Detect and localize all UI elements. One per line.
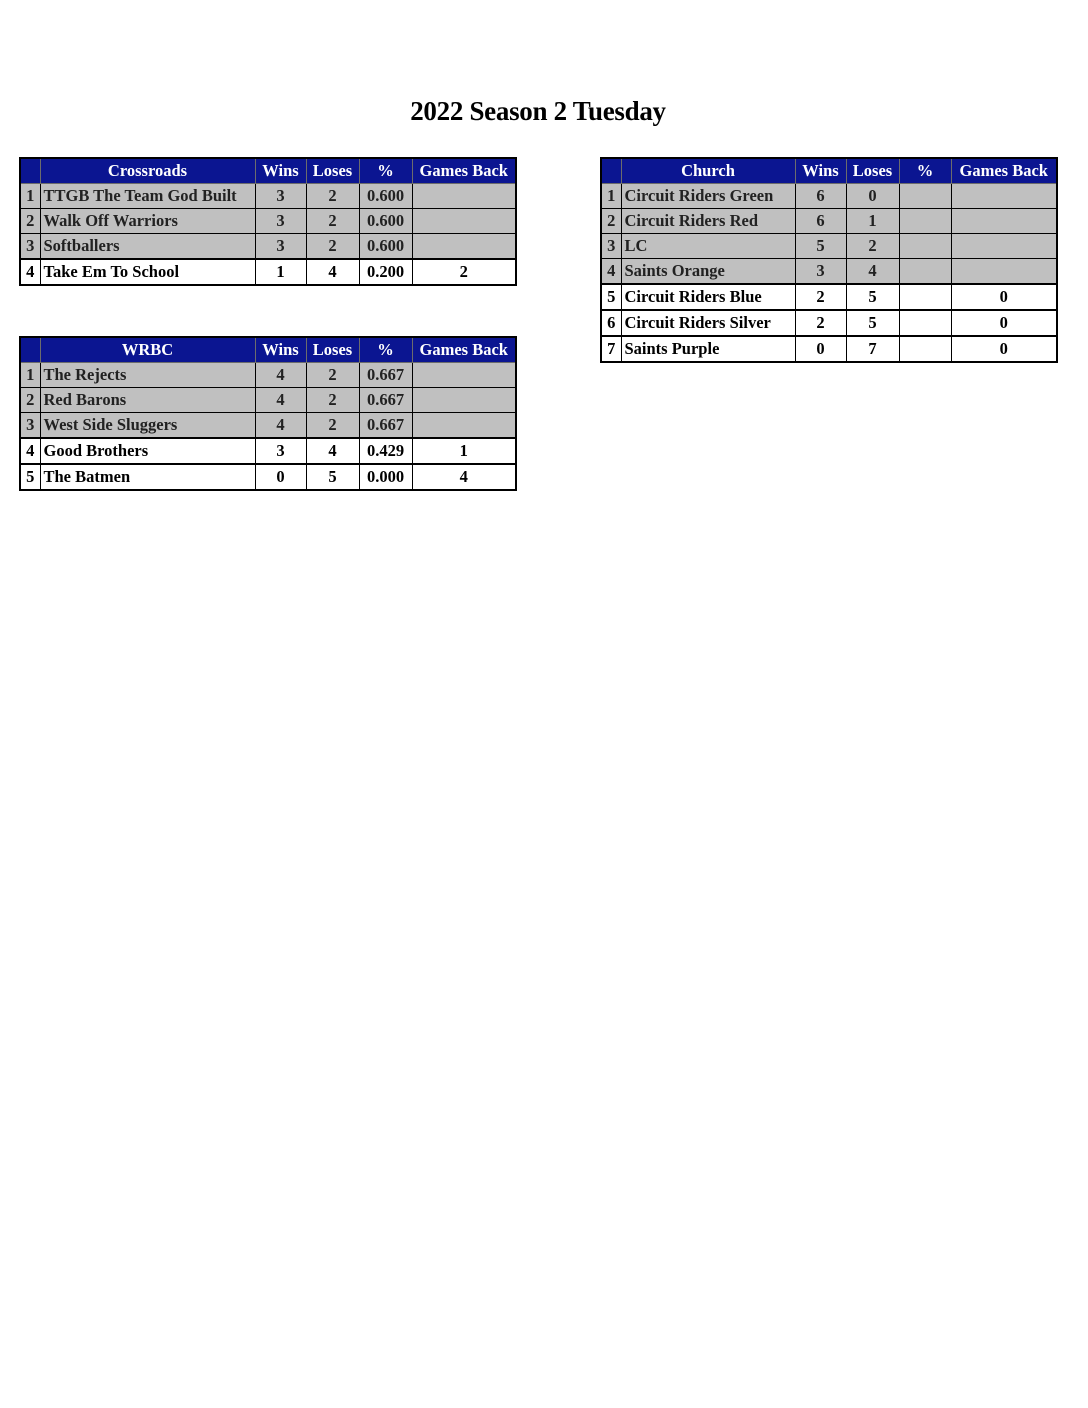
games-back-header: Games Back <box>412 337 516 363</box>
games-back-cell: 0 <box>951 336 1057 362</box>
games-back-cell: 0 <box>951 310 1057 336</box>
rank-cell: 4 <box>601 259 621 285</box>
games-back-cell <box>412 413 516 439</box>
page-title: 2022 Season 2 Tuesday <box>410 96 666 126</box>
team-name-cell: Circuit Riders Blue <box>621 284 795 310</box>
loses-cell: 2 <box>306 184 359 209</box>
games-back-header: Games Back <box>412 158 516 184</box>
table-row <box>601 284 1057 310</box>
rank-cell: 3 <box>601 234 621 259</box>
loses-cell: 2 <box>306 234 359 260</box>
division-name-header: Church <box>621 158 795 184</box>
wins-header: Wins <box>795 158 846 184</box>
loses-cell: 1 <box>846 209 899 234</box>
wins-header: Wins <box>255 337 306 363</box>
pct-cell: 0.667 <box>359 363 412 388</box>
rank-cell: 5 <box>20 464 40 490</box>
team-name-cell: TTGB The Team God Built <box>40 184 255 209</box>
wins-cell: 0 <box>795 336 846 362</box>
loses-cell: 2 <box>306 209 359 234</box>
games-back-cell <box>412 209 516 234</box>
rank-header <box>601 158 621 184</box>
games-back-cell: 0 <box>951 284 1057 310</box>
loses-cell: 2 <box>846 234 899 259</box>
pct-cell: 0.600 <box>359 234 412 260</box>
table-row <box>20 209 516 234</box>
team-name-cell: West Side Sluggers <box>40 413 255 439</box>
wins-cell: 2 <box>795 284 846 310</box>
table-row <box>601 209 1057 234</box>
pct-header: % <box>359 337 412 363</box>
pct-cell <box>899 336 951 362</box>
wins-cell: 2 <box>795 310 846 336</box>
games-back-cell <box>412 184 516 209</box>
wins-cell: 3 <box>795 259 846 285</box>
rank-cell: 2 <box>20 209 40 234</box>
table-row <box>20 464 516 490</box>
team-name-cell: Red Barons <box>40 388 255 413</box>
loses-header: Loses <box>846 158 899 184</box>
loses-cell: 2 <box>306 413 359 439</box>
table-row <box>601 234 1057 259</box>
team-name-cell: The Batmen <box>40 464 255 490</box>
pct-cell: 0.600 <box>359 209 412 234</box>
rank-cell: 1 <box>20 363 40 388</box>
loses-cell: 5 <box>846 284 899 310</box>
rank-cell: 4 <box>20 259 40 285</box>
rank-cell: 2 <box>601 209 621 234</box>
team-name-cell: Walk Off Warriors <box>40 209 255 234</box>
loses-header: Loses <box>306 337 359 363</box>
wins-cell: 5 <box>795 234 846 259</box>
table-row <box>601 336 1057 362</box>
pct-cell: 0.667 <box>359 413 412 439</box>
rank-header <box>20 337 40 363</box>
pct-header: % <box>899 158 951 184</box>
games-back-header: Games Back <box>951 158 1057 184</box>
rank-cell: 3 <box>20 413 40 439</box>
games-back-cell <box>412 363 516 388</box>
wins-cell: 3 <box>255 209 306 234</box>
pct-cell <box>899 259 951 285</box>
wins-cell: 3 <box>255 438 306 464</box>
team-name-cell: Circuit Riders Silver <box>621 310 795 336</box>
team-name-cell: Good Brothers <box>40 438 255 464</box>
church-standings-table <box>600 157 1058 363</box>
table-header-row <box>20 158 516 184</box>
crossroads-standings-table <box>19 157 517 286</box>
table-row <box>20 184 516 209</box>
rank-cell: 1 <box>601 184 621 209</box>
pct-cell: 0.200 <box>359 259 412 285</box>
pct-cell: 0.600 <box>359 184 412 209</box>
team-name-cell: Take Em To School <box>40 259 255 285</box>
wins-cell: 0 <box>255 464 306 490</box>
wins-cell: 3 <box>255 184 306 209</box>
games-back-cell <box>951 184 1057 209</box>
rank-cell: 1 <box>20 184 40 209</box>
loses-cell: 4 <box>306 259 359 285</box>
pct-header: % <box>359 158 412 184</box>
division-name-header: Crossroads <box>40 158 255 184</box>
rank-cell: 6 <box>601 310 621 336</box>
wins-cell: 6 <box>795 184 846 209</box>
loses-cell: 4 <box>306 438 359 464</box>
loses-cell: 7 <box>846 336 899 362</box>
rank-cell: 4 <box>20 438 40 464</box>
rank-cell: 5 <box>601 284 621 310</box>
table-row <box>20 388 516 413</box>
team-name-cell: Softballers <box>40 234 255 260</box>
wins-header: Wins <box>255 158 306 184</box>
wins-cell: 4 <box>255 363 306 388</box>
table-row <box>20 259 516 285</box>
games-back-cell: 1 <box>412 438 516 464</box>
table-row <box>601 184 1057 209</box>
table-row <box>20 234 516 260</box>
table-row <box>601 259 1057 285</box>
rank-cell: 2 <box>20 388 40 413</box>
division-name-header: WRBC <box>40 337 255 363</box>
pct-cell: 0.429 <box>359 438 412 464</box>
loses-cell: 4 <box>846 259 899 285</box>
rank-cell: 3 <box>20 234 40 260</box>
wins-cell: 4 <box>255 413 306 439</box>
loses-cell: 2 <box>306 363 359 388</box>
pct-cell <box>899 234 951 259</box>
wins-cell: 4 <box>255 388 306 413</box>
loses-cell: 0 <box>846 184 899 209</box>
table-row <box>20 438 516 464</box>
games-back-cell: 4 <box>412 464 516 490</box>
pct-cell: 0.667 <box>359 388 412 413</box>
games-back-cell <box>951 209 1057 234</box>
loses-cell: 5 <box>846 310 899 336</box>
loses-cell: 2 <box>306 388 359 413</box>
wrbc-standings-table <box>19 336 517 491</box>
games-back-cell <box>951 234 1057 259</box>
wins-cell: 6 <box>795 209 846 234</box>
wins-cell: 3 <box>255 234 306 260</box>
loses-header: Loses <box>306 158 359 184</box>
pct-cell <box>899 310 951 336</box>
rank-header <box>20 158 40 184</box>
games-back-cell: 2 <box>412 259 516 285</box>
table-row <box>601 310 1057 336</box>
pct-cell <box>899 209 951 234</box>
games-back-cell <box>412 388 516 413</box>
team-name-cell: Saints Purple <box>621 336 795 362</box>
team-name-cell: LC <box>621 234 795 259</box>
team-name-cell: The Rejects <box>40 363 255 388</box>
team-name-cell: Circuit Riders Green <box>621 184 795 209</box>
team-name-cell: Circuit Riders Red <box>621 209 795 234</box>
wins-cell: 1 <box>255 259 306 285</box>
loses-cell: 5 <box>306 464 359 490</box>
table-row <box>20 413 516 439</box>
table-header-row <box>20 337 516 363</box>
games-back-cell <box>951 259 1057 285</box>
rank-cell: 7 <box>601 336 621 362</box>
pct-cell: 0.000 <box>359 464 412 490</box>
table-header-row <box>601 158 1057 184</box>
pct-cell <box>899 184 951 209</box>
table-row <box>20 363 516 388</box>
pct-cell <box>899 284 951 310</box>
team-name-cell: Saints Orange <box>621 259 795 285</box>
games-back-cell <box>412 234 516 260</box>
